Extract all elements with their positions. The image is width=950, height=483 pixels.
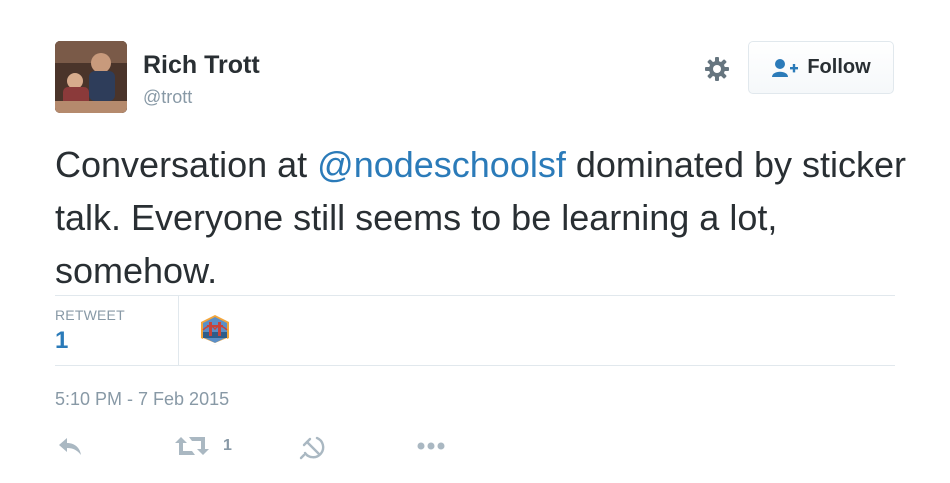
avatar-photo — [55, 41, 127, 113]
retweet-stat-count[interactable]: 1 — [55, 327, 69, 354]
add-user-icon — [771, 58, 799, 78]
tweet-text — [55, 138, 915, 297]
tweet-text-before: Conversation at — [55, 144, 318, 185]
tweet-text-after: dominated by sticker talk. Everyone still seems to be learning a lot, somehow. — [55, 144, 907, 291]
retweet-count: 1 — [223, 437, 232, 454]
user-name[interactable]: Rich Trott — [143, 51, 260, 79]
retweeter-avatar[interactable] — [199, 314, 231, 346]
stats-divider-top — [55, 295, 895, 296]
follow-label: Follow — [807, 56, 871, 78]
retweet-icon[interactable] — [175, 433, 209, 459]
retweet-stat-label: RETWEET — [55, 307, 125, 323]
follow-button[interactable] — [748, 41, 894, 94]
reply-icon[interactable] — [57, 433, 83, 459]
user-handle[interactable]: @trott — [143, 87, 193, 107]
stats-vertical-divider — [178, 296, 179, 365]
stats-divider-bottom — [55, 365, 895, 366]
gear-icon[interactable] — [702, 54, 732, 84]
tweet-timestamp[interactable]: 5:10 PM - 7 Feb 2015 — [55, 389, 230, 409]
hammer-sickle-icon[interactable] — [298, 433, 326, 461]
user-avatar[interactable] — [55, 41, 127, 113]
more-icon[interactable] — [414, 433, 448, 459]
mention-link[interactable]: @nodeschoolsf — [317, 144, 566, 185]
